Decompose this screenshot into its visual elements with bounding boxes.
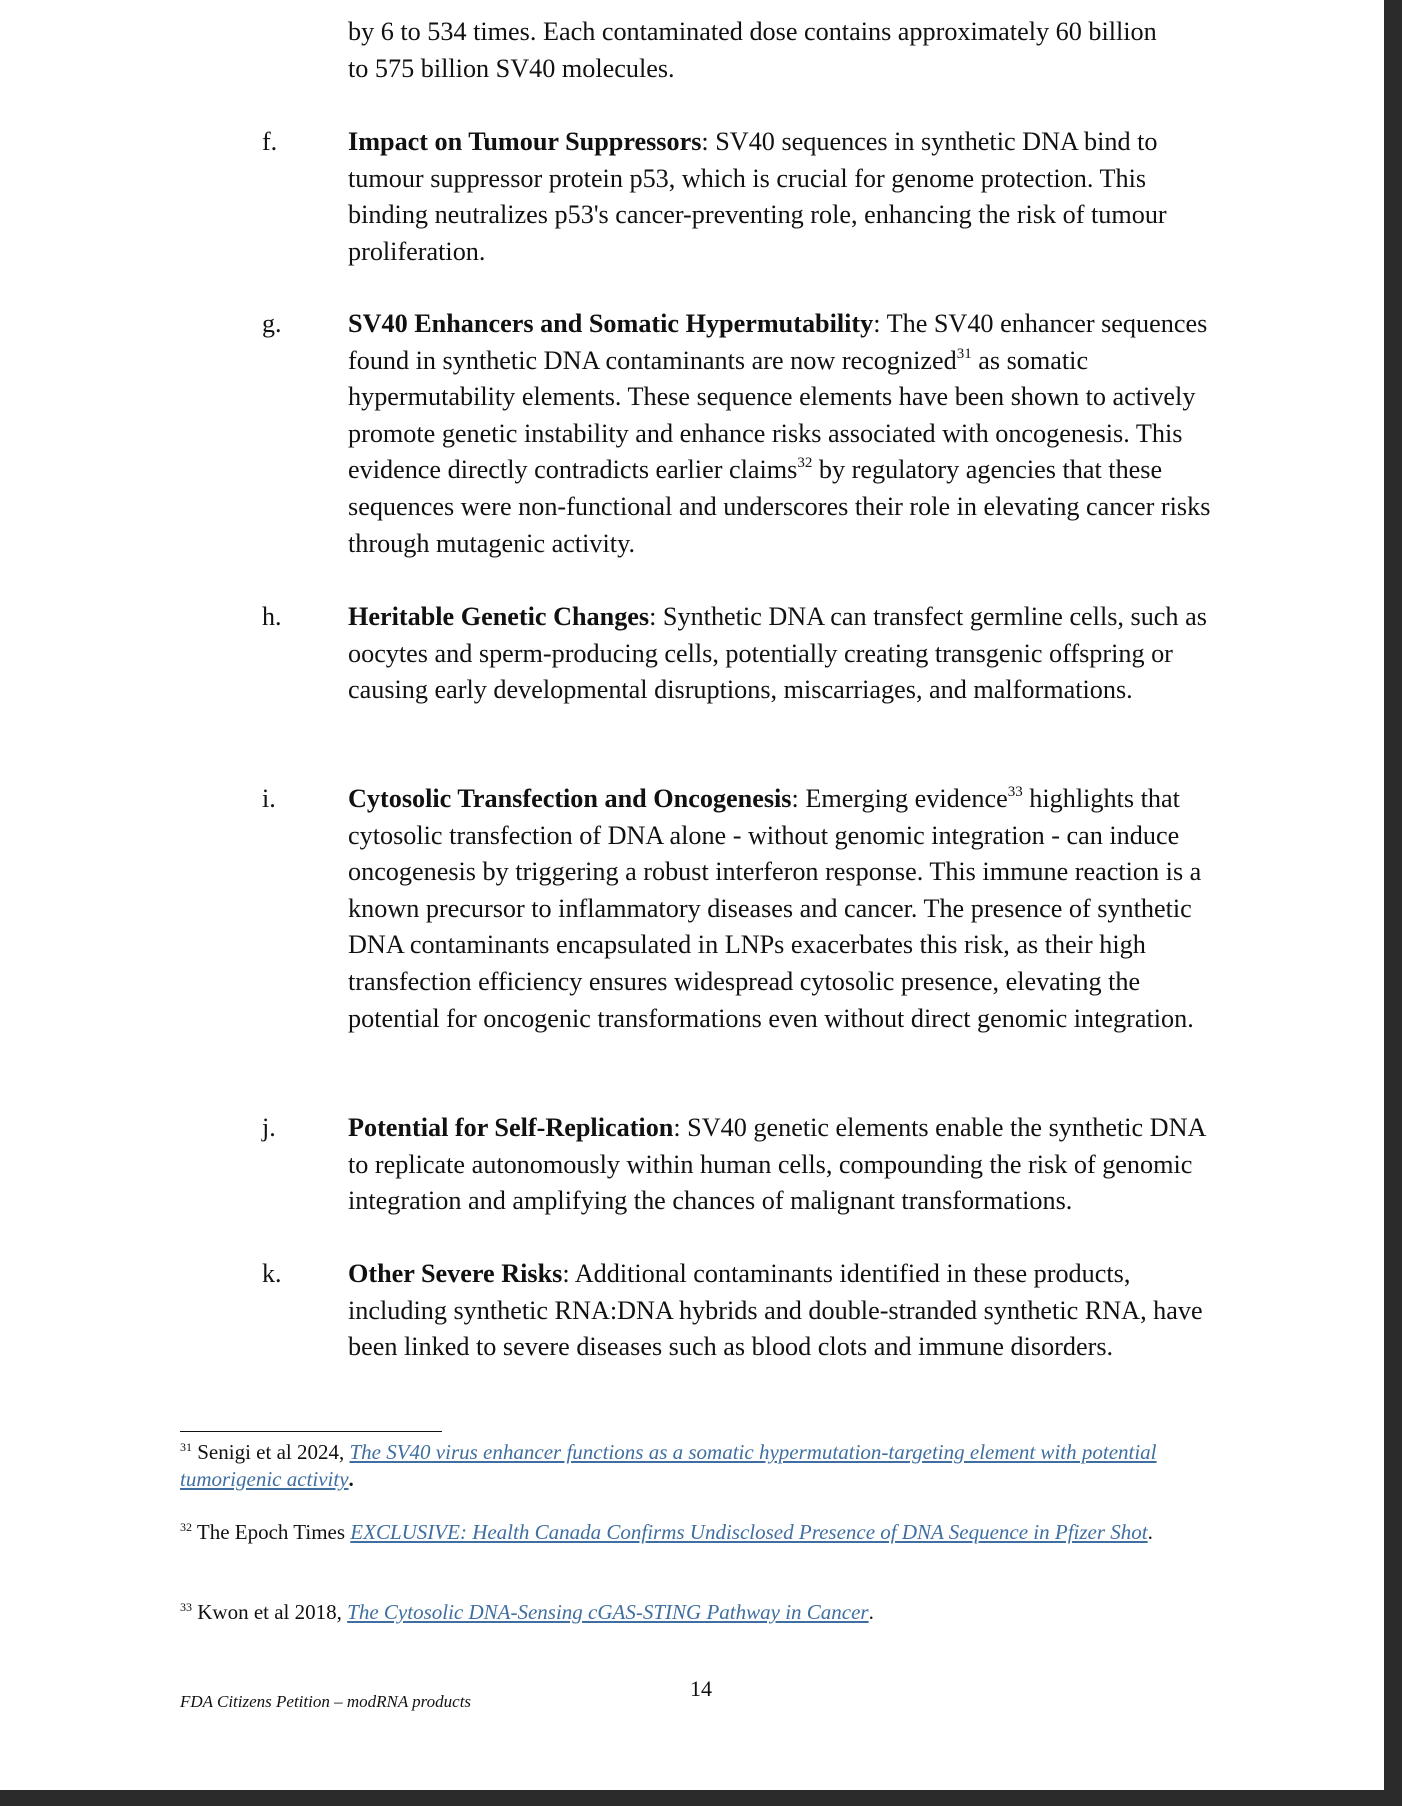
- item-title: Cytosolic Transfection and Oncogenesis: [348, 784, 792, 813]
- item-text: : The SV40 enhancer sequences found in synthetic DNA contaminants are now recognized: [348, 309, 1208, 375]
- footnote-suffix: .: [868, 1600, 874, 1624]
- footnote-ref[interactable]: 31: [956, 345, 972, 362]
- footnote-suffix: .: [348, 1467, 354, 1491]
- footnote-prefix: Senigi et al 2024,: [192, 1440, 350, 1464]
- footnote-suffix: .: [1147, 1520, 1153, 1544]
- footnote-link[interactable]: The Cytosolic DNA-Sensing cGAS-STING Pathway in Cancer: [347, 1600, 869, 1624]
- item-title: Heritable Genetic Changes: [348, 602, 650, 631]
- item-text: by regulatory agencies that these sequences were non-functional and underscores their role in elevating cancer risks through mutagenic activity.: [348, 455, 1211, 558]
- footer-document-title: FDA Citizens Petition – modRNA products: [180, 1692, 472, 1711]
- list-item-body: [348, 1110, 1218, 1220]
- list-marker: k.: [262, 1259, 282, 1288]
- list-marker: f.: [262, 127, 278, 156]
- list-marker: h.: [262, 602, 282, 631]
- footnote-33: [180, 1599, 1230, 1626]
- item-title: SV40 Enhancers and Somatic Hypermutability: [348, 309, 874, 338]
- item-title: Potential for Self-Replication: [348, 1113, 674, 1142]
- footnote-prefix: Kwon et al 2018,: [192, 1600, 348, 1624]
- footnote-separator: [180, 1431, 442, 1432]
- item-text: : Emerging evidence: [791, 784, 1008, 813]
- item-text: as somatic hypermutability elements. These sequence elements have been shown to actively promote genetic instability and enhance risks associated with oncogenesis. This evidence directly contradicts earlier claims: [348, 345, 1196, 485]
- footnote-prefix: The Epoch Times: [192, 1520, 351, 1544]
- list-item-body: [348, 124, 1218, 270]
- list-item-body: [348, 781, 1218, 1037]
- footnote-link[interactable]: EXCLUSIVE: Health Canada Confirms Undisclosed Presence of DNA Sequence in Pfizer Shot: [350, 1520, 1148, 1544]
- item-title: Impact on Tumour Suppressors: [348, 127, 702, 156]
- footnote-number: 33: [180, 1600, 192, 1614]
- item-title: Other Severe Risks: [348, 1259, 563, 1288]
- list-marker: j.: [262, 1113, 276, 1142]
- footnote-32: [180, 1519, 1230, 1546]
- intro-line-1: by 6 to 534 times. Each contaminated dose contains approximately 60 billion: [348, 17, 1157, 46]
- item-text: : SV40 genetic elements enable the synthetic DNA to replicate autonomously within human cells, compounding the risk of genomic integration and amplifying the chances of malignant transformations.: [348, 1113, 1205, 1216]
- list-item-body: [348, 1256, 1218, 1366]
- list-item-body: [348, 306, 1218, 562]
- list-marker: i.: [262, 784, 276, 813]
- footnote-number: 31: [180, 1440, 192, 1454]
- footnote-link[interactable]: The SV40 virus enhancer functions as a somatic hypermutation-targeting element with potential tumorigenic activity: [180, 1440, 1157, 1491]
- item-text: highlights that cytosolic transfection of DNA alone - without genomic integration - can induce oncogenesis by triggering a robust interferon response. This immune reaction is a known precursor to inflammatory diseases and cancer. The presence of synthetic DNA contaminants encapsulated in LNPs exacerbates this risk, as their high transfection efficiency ensures widespread cytosolic presence, elevating the potential for oncogenic transformations even without direct genomic integration.: [348, 784, 1202, 1033]
- item-text: : Additional contaminants identified in these products, including synthetic RNA:DNA hybrids and double-stranded synthetic RNA, have been linked to severe diseases such as blood clots and immune disorders.: [348, 1259, 1203, 1362]
- footnote-ref[interactable]: 32: [797, 455, 813, 472]
- page-number: 14: [690, 1676, 712, 1701]
- footnote-number: 32: [180, 1520, 192, 1534]
- item-text: : Synthetic DNA can transfect germline cells, such as oocytes and sperm-producing cells, potentially creating transgenic offspring or causing early developmental disruptions, miscarriages, and malformations.: [348, 602, 1207, 705]
- footnote-ref[interactable]: 33: [1007, 784, 1023, 800]
- intro-line-2: to 575 billion SV40 molecules.: [348, 53, 675, 83]
- footnote-31: [180, 1439, 1230, 1493]
- list-marker: g.: [262, 309, 282, 338]
- list-item-body: [348, 599, 1218, 709]
- item-text: : SV40 sequences in synthetic DNA bind to tumour suppressor protein p53, which is crucial for genome protection. This binding neutralizes p53's cancer-preventing role, enhancing the risk of tumour proliferation.: [348, 127, 1167, 266]
